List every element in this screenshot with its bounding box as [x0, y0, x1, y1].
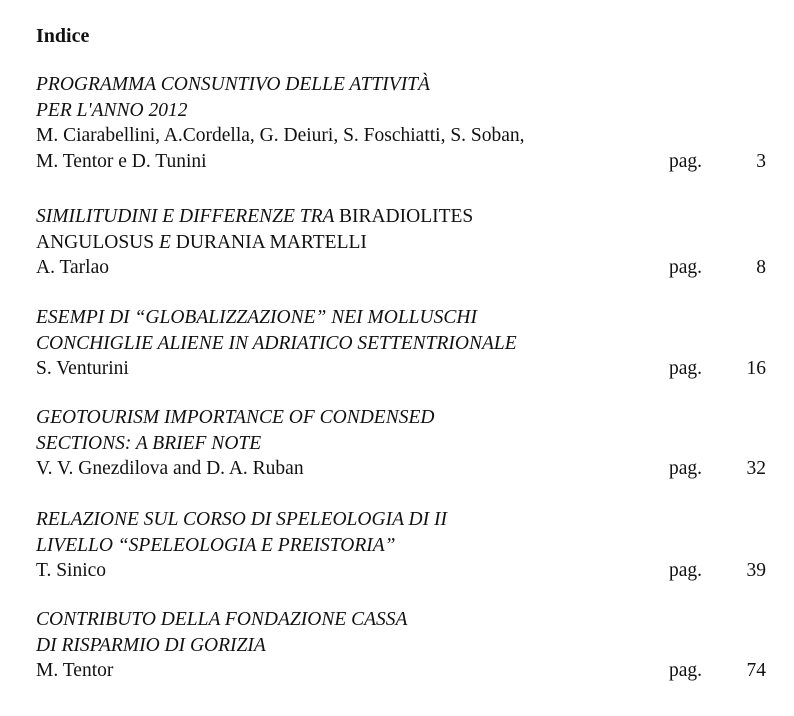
- title-segment: LIVELLO “SPELEOLOGIA E PREISTORIA”: [36, 534, 396, 556]
- entry-authors-row: [36, 658, 776, 684]
- entry-authors: M. Tentor: [36, 660, 114, 681]
- entry-title-line: [36, 633, 776, 659]
- toc-entry-programma: [36, 72, 776, 174]
- entry-authors-row: [36, 558, 776, 584]
- toc-entry-relazione: [36, 507, 776, 584]
- toc-entry-esempi: [36, 305, 776, 382]
- title-segment: SIMILITUDINI E DIFFERENZE TRA: [36, 206, 339, 227]
- entry-title-line: [36, 230, 776, 256]
- entry-title-line: [36, 98, 776, 124]
- entry-authors: T. Sinico: [36, 560, 107, 581]
- pag-label: pag.: [669, 560, 703, 581]
- entry-title-line: [36, 405, 776, 431]
- entry-title-line: [36, 507, 776, 533]
- entry-authors: M. Ciarabellini, A.Cordella, G. Deiuri, S. Foschiatti, S. Soban,: [36, 125, 525, 146]
- entry-title-line: [36, 305, 776, 331]
- entry-title-line: [36, 607, 776, 633]
- toc-entry-contributo: [36, 607, 776, 684]
- entry-authors: V. V. Gnezdilova and D. A. Ruban: [36, 458, 304, 479]
- toc-entry-geotourism: [36, 405, 776, 482]
- title-segment: GEOTOURISM IMPORTANCE OF CONDENSED: [36, 407, 435, 428]
- title-segment: DI RISPARMIO DI GORIZIA: [36, 634, 266, 656]
- pag-label: pag.: [669, 358, 703, 379]
- title-segment: RELAZIONE SUL CORSO DI SPELEOLOGIA DI II: [36, 509, 447, 530]
- title-segment: ANGULOSUS: [36, 231, 159, 253]
- title-segment: CONTRIBUTO DELLA FONDAZIONE CASSA: [36, 609, 408, 630]
- title-segment: SECTIONS: A BRIEF NOTE: [36, 432, 262, 454]
- entry-title-line: [36, 331, 776, 357]
- entry-authors: M. Tentor e D. Tunini: [36, 150, 207, 172]
- title-segment: PER L'ANNO 2012: [36, 99, 188, 121]
- page-number: 39: [746, 560, 766, 581]
- pag-label: pag.: [669, 257, 703, 278]
- entry-authors-row: [36, 255, 776, 281]
- entry-authors: S. Venturini: [36, 358, 129, 379]
- entry-title-line: [36, 533, 776, 559]
- title-segment: ESEMPI DI “GLOBALIZZAZIONE” NEI MOLLUSCHI: [36, 307, 477, 328]
- title-segment: PROGRAMMA CONSUNTIVO DELLE ATTIVITÀ: [36, 74, 430, 95]
- page-number: 3: [756, 150, 766, 172]
- entry-authors: A. Tarlao: [36, 257, 110, 278]
- page-number: 8: [756, 257, 766, 278]
- entry-authors-line: [36, 123, 776, 149]
- title-segment: CONCHIGLIE ALIENE IN ADRIATICO SETTENTRIONALE: [36, 332, 517, 354]
- pag-label: pag.: [669, 150, 703, 172]
- page-number: 16: [746, 358, 766, 379]
- title-segment: E: [158, 231, 176, 253]
- title-segment: BIRADIOLITES: [338, 206, 474, 227]
- title-segment: DURANIA MARTELLI: [175, 231, 367, 253]
- page-number: 74: [746, 660, 766, 681]
- entry-authors-row: [36, 356, 776, 382]
- toc-entry-similitudini: [36, 204, 776, 281]
- entry-title-line: [36, 431, 776, 457]
- page-number: 32: [746, 458, 766, 479]
- entry-title-line: [36, 204, 776, 230]
- entry-authors-row: [36, 456, 776, 482]
- index-heading: Indice: [36, 25, 90, 47]
- entry-title-line: [36, 72, 776, 98]
- pag-label: pag.: [669, 458, 703, 479]
- entry-authors-row: [36, 149, 776, 175]
- pag-label: pag.: [669, 660, 703, 681]
